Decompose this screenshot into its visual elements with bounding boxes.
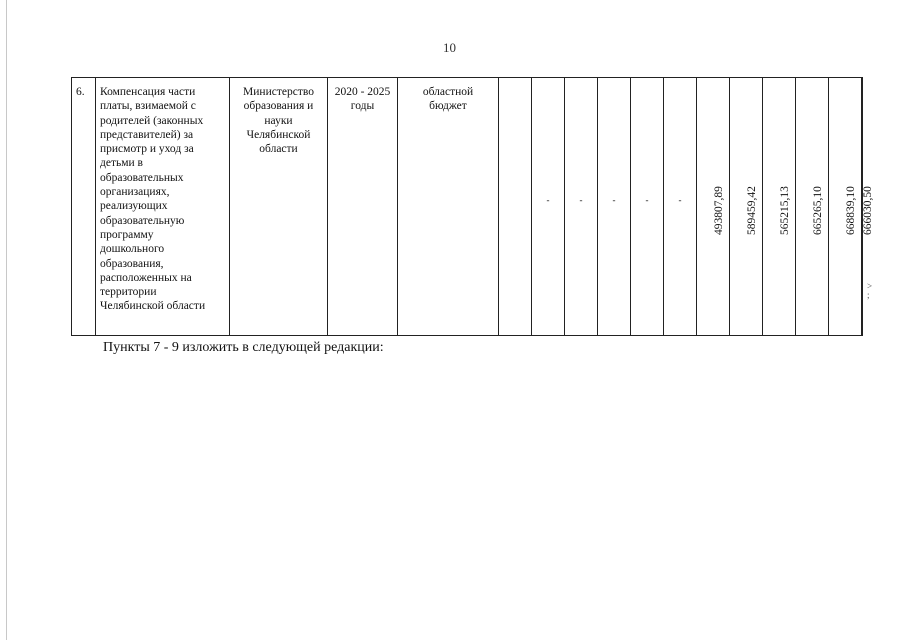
event-name-line: образовательную <box>100 214 185 227</box>
row-number: 6. <box>76 86 85 98</box>
event-name-line: территории <box>100 286 157 299</box>
event-name-line: Челябинской области <box>100 300 206 313</box>
amount-cell <box>796 78 829 336</box>
amount-cell <box>697 78 730 336</box>
executor-line: науки <box>264 114 293 127</box>
table-row <box>72 78 863 336</box>
page-number: 10 <box>443 40 456 55</box>
event-name-line: присмотр и уход за <box>100 143 194 156</box>
amount-value: 565215,13 <box>779 186 791 235</box>
amount-value: 666030,50 <box>862 186 874 235</box>
amount-value: 493807,89 <box>713 186 725 235</box>
dash-cell <box>532 78 565 336</box>
amount-cell <box>763 78 796 336</box>
dash-cell <box>631 78 664 336</box>
event-name-line: Компенсация части <box>100 86 196 98</box>
event-name-line: детьми в <box>100 157 143 170</box>
event-name-line: программу <box>100 228 154 241</box>
amount-value: 665265,10 <box>812 186 824 235</box>
dash-value: - <box>546 195 550 205</box>
event-name-line: образовательных <box>100 171 184 184</box>
dash-value: - <box>579 195 583 205</box>
margin-mark: > ; <box>867 281 873 300</box>
amount-cell <box>829 78 862 336</box>
scan-edge-line <box>6 0 7 640</box>
row-number-cell <box>72 78 96 336</box>
executor-line: Министерство <box>243 86 314 98</box>
executor-line: образования и <box>243 100 314 113</box>
amount-cell <box>862 78 874 336</box>
amount-cell <box>730 78 763 336</box>
program-table <box>71 77 874 336</box>
event-name-line: платы, взимаемой с <box>100 100 196 113</box>
dash-value: - <box>645 195 649 205</box>
executor-cell <box>230 78 328 336</box>
event-name-line: организациях, <box>100 186 170 199</box>
period-cell <box>328 78 398 336</box>
dash-value: - <box>678 195 682 205</box>
event-name-line: реализующих <box>100 200 168 213</box>
period-line: годы <box>350 100 375 113</box>
event-name-line: представителей) за <box>100 128 194 141</box>
empty-cell <box>499 78 532 336</box>
dash-cell <box>565 78 598 336</box>
event-name-line: дошкольного <box>100 243 165 256</box>
event-name-line: расположенных на <box>100 271 192 284</box>
amount-value: 668839,10 <box>845 186 857 235</box>
event-name-line: родителей (законных <box>100 114 204 127</box>
event-name-line: образования, <box>100 257 164 270</box>
instruction-text: Пункты 7 - 9 изложить в следующей редакции: <box>103 340 384 355</box>
event-name-cell <box>96 78 230 336</box>
executor-line: области <box>259 143 298 156</box>
period-line: 2020 - 2025 <box>334 86 391 98</box>
amount-value: 589459,42 <box>746 186 758 235</box>
dash-cell <box>664 78 697 336</box>
funding-source-line: бюджет <box>429 100 467 113</box>
dash-cell <box>598 78 631 336</box>
dash-value: - <box>612 195 616 205</box>
funding-source-line: областной <box>422 86 474 98</box>
funding-source-cell <box>398 78 499 336</box>
executor-line: Челябинской <box>246 128 311 141</box>
